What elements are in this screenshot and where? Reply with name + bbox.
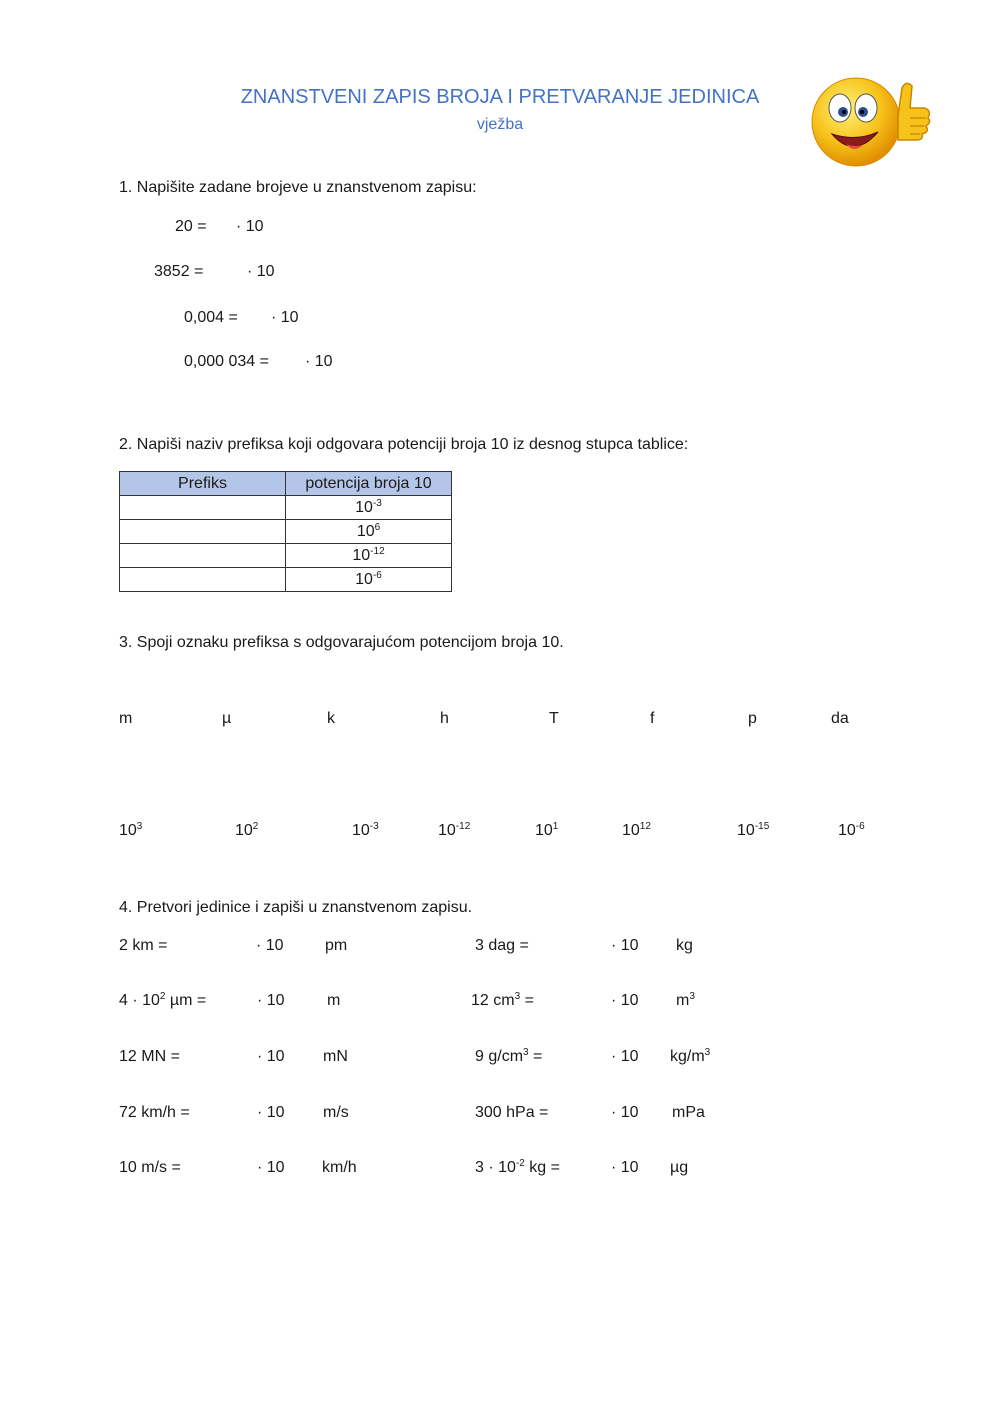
text: kg/m <box>670 1048 705 1065</box>
exponent: 2 <box>252 821 259 832</box>
power-base: 10 <box>356 522 375 540</box>
text: km/h <box>322 1159 357 1176</box>
power-option[interactable] <box>535 822 558 840</box>
text: = <box>520 992 534 1009</box>
text: m/s <box>323 1104 349 1121</box>
power-option[interactable] <box>352 822 379 840</box>
text: 4 · 10 <box>119 992 160 1009</box>
conversion-unit <box>323 1104 349 1122</box>
text: 2 km = <box>119 937 168 954</box>
task3-heading: 3. Spoji oznaku prefiksa s odgovarajućom potencijom broja 10. <box>119 634 564 651</box>
conversion-expression <box>475 1048 542 1066</box>
conversion-mul: · 10 <box>611 1159 639 1176</box>
conversion-unit <box>325 937 347 955</box>
text: µm = <box>165 992 207 1009</box>
task1-mul: · 10 <box>305 353 333 370</box>
conversion-mul: · 10 <box>611 1048 639 1065</box>
exponent: 1 <box>552 821 559 832</box>
text: 12 MN = <box>119 1048 180 1065</box>
exponent: 3 <box>689 991 695 1002</box>
task4-heading: 4. Pretvori jedinice i zapiši u znanstvenom zapisu. <box>119 899 473 916</box>
conversion-mul: · 10 <box>256 937 284 954</box>
conversion-unit <box>327 992 340 1010</box>
conversion-expression <box>119 992 206 1010</box>
task1-lhs: 3852 = <box>154 263 204 280</box>
power-exponent: -3 <box>372 497 382 509</box>
power-cell <box>286 568 452 592</box>
exponent: 12 <box>639 821 651 832</box>
power-option[interactable] <box>119 822 142 840</box>
conversion-unit <box>672 1104 705 1122</box>
column-header-prefix: Prefiks <box>120 472 286 496</box>
table-row <box>120 568 452 592</box>
text: kg <box>676 937 693 954</box>
task1-mul: · 10 <box>236 218 264 235</box>
conversion-unit <box>676 937 693 955</box>
text: 10 m/s = <box>119 1159 181 1176</box>
exponent: 2 <box>159 991 166 1002</box>
exponent: -12 <box>455 821 471 832</box>
task1-mul: · 10 <box>247 263 275 280</box>
text: 72 km/h = <box>119 1104 190 1121</box>
prefix-symbol[interactable]: da <box>831 710 849 727</box>
text: = <box>528 1048 543 1065</box>
conversion-unit <box>322 1159 357 1177</box>
conversion-expression <box>471 992 534 1010</box>
prefix-table <box>119 471 452 592</box>
table-row <box>120 520 452 544</box>
exponent: -6 <box>855 821 865 832</box>
conversion-expression <box>475 1159 560 1177</box>
text: 10 <box>235 822 253 839</box>
exponent: 3 <box>704 1047 711 1058</box>
task2-heading: 2. Napiši naziv prefiksa koji odgovara potenciji broja 10 iz desnog stupca tablice: <box>119 436 689 453</box>
text: 10 <box>119 822 137 839</box>
text: µg <box>670 1159 689 1176</box>
text: pm <box>325 937 348 954</box>
exponent: -2 <box>515 1158 525 1169</box>
prefix-symbol[interactable]: k <box>327 710 335 727</box>
power-exponent: -6 <box>372 569 382 581</box>
power-base: 10 <box>355 570 373 588</box>
prefix-answer-cell[interactable] <box>120 568 286 592</box>
text: 10 <box>622 822 640 839</box>
exponent: 3 <box>514 991 521 1002</box>
conversion-mul: · 10 <box>257 1048 285 1065</box>
power-cell <box>286 520 452 544</box>
power-cell <box>286 496 452 520</box>
power-base: 10 <box>352 546 371 564</box>
task1-lhs: 0,000 034 = <box>184 353 269 370</box>
power-option[interactable] <box>838 822 865 840</box>
text: kg = <box>524 1159 560 1176</box>
exponent: -15 <box>754 821 770 832</box>
text: 9 g/cm <box>475 1048 524 1065</box>
conversion-mul: · 10 <box>611 992 639 1009</box>
power-option[interactable] <box>438 822 470 840</box>
conversion-mul: · 10 <box>257 1159 285 1176</box>
conversion-mul: · 10 <box>611 937 639 954</box>
text: 10 <box>737 822 755 839</box>
task1-mul: · 10 <box>271 309 299 326</box>
text: 3 dag = <box>475 937 529 954</box>
task1-heading: 1. Napišite zadane brojeve u znanstvenom zapisu: <box>119 179 477 196</box>
prefix-answer-cell[interactable] <box>120 520 286 544</box>
thumbs-up-smiley-icon <box>806 74 936 170</box>
conversion-unit <box>670 1159 688 1177</box>
conversion-unit <box>670 1048 710 1066</box>
prefix-symbol[interactable]: T <box>549 710 559 727</box>
text: 3 · 10 <box>475 1159 516 1176</box>
text: 300 hPa = <box>475 1104 549 1121</box>
prefix-answer-cell[interactable] <box>120 496 286 520</box>
exponent: 3 <box>136 821 143 832</box>
power-cell <box>286 544 452 568</box>
conversion-expression <box>119 1104 190 1122</box>
prefix-symbol[interactable]: p <box>748 710 757 727</box>
text: m <box>676 992 690 1009</box>
text: 12 cm <box>471 992 515 1009</box>
power-option[interactable] <box>622 822 651 840</box>
conversion-expression <box>119 937 167 955</box>
power-option[interactable] <box>737 822 769 840</box>
text: 10 <box>535 822 553 839</box>
power-exponent: -12 <box>370 545 385 557</box>
text: m <box>327 992 341 1009</box>
exponent: -3 <box>369 821 379 832</box>
conversion-mul: · 10 <box>257 992 285 1009</box>
text: 10 <box>438 822 456 839</box>
conversion-unit <box>323 1048 348 1066</box>
page-title: ZNANSTVENI ZAPIS BROJA I PRETVARANJE JEDINICA <box>240 86 760 108</box>
text: 10 <box>352 822 370 839</box>
table-row <box>120 544 452 568</box>
conversion-expression <box>119 1159 181 1177</box>
prefix-symbol[interactable]: µ <box>222 710 232 727</box>
exponent: 3 <box>523 1047 529 1058</box>
task1-lhs: 20 = <box>175 218 207 235</box>
table-row <box>120 496 452 520</box>
power-option[interactable] <box>235 822 258 840</box>
power-exponent: 6 <box>374 521 381 533</box>
conversion-expression <box>475 937 529 955</box>
power-base: 10 <box>355 498 373 516</box>
task1-lhs: 0,004 = <box>184 309 238 326</box>
text: mN <box>323 1048 348 1065</box>
conversion-expression <box>475 1104 548 1122</box>
prefix-answer-cell[interactable] <box>120 544 286 568</box>
page-subtitle: vježba <box>476 116 524 133</box>
prefix-symbol[interactable]: h <box>440 710 449 727</box>
prefix-symbol[interactable]: f <box>650 710 655 727</box>
conversion-mul: · 10 <box>611 1104 639 1121</box>
text: 10 <box>838 822 856 839</box>
conversion-expression <box>119 1048 180 1066</box>
column-header-power: potencija broja 10 <box>286 472 452 496</box>
table-header-row <box>120 472 452 496</box>
conversion-unit <box>676 992 695 1010</box>
conversion-mul: · 10 <box>257 1104 285 1121</box>
text: mPa <box>672 1104 705 1121</box>
prefix-symbol[interactable]: m <box>119 710 133 727</box>
